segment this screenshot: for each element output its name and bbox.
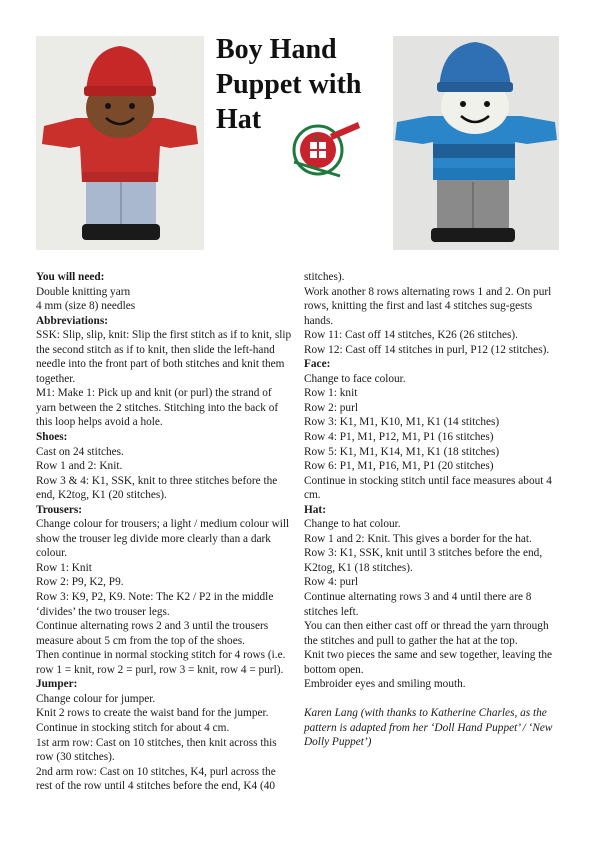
pattern-line: 4 mm (size 8) needles (36, 300, 136, 313)
pattern-line: Continue alternating rows 3 and 4 until there are 8 stitches left. (304, 591, 532, 618)
photo-blue-puppet (393, 36, 559, 250)
page-title: Boy Hand Puppet with Hat (216, 34, 362, 135)
shoes-shape (82, 224, 160, 240)
shoes-shape (431, 228, 515, 242)
pattern-line: Row 3: K1, M1, K10, M1, K1 (14 stitches) (304, 416, 500, 429)
pattern-line: stitches). (304, 271, 345, 283)
pattern-line: SSK: Slip, slip, knit: Slip the first stitch as if to knit, slip the second stitch as if to knit, then slide the left-hand needle into the front part of both stitches and knit them together. (36, 329, 292, 385)
section-heading: Jumper: (36, 678, 78, 691)
pattern-line: Row 1 and 2: Knit. This gives a border for the hat. (304, 532, 532, 545)
pattern-line: Work another 8 rows alternating rows 1 and 2. On purl rows, knitting the first and last 4 stitches sug-gests hands. (304, 285, 552, 327)
section-heading: You will need: (36, 271, 105, 283)
pattern-line: 2nd arm row: Cast on 10 stitches, K4, purl across the rest of the row until 4 stitches before the end, K4 (40 (36, 765, 276, 793)
pattern-line: Row 2: P9, K2, P9. (36, 576, 124, 589)
pattern-line: Knit two pieces the same and sew together, leaving the bottom open. (304, 649, 553, 676)
pattern-line: Row 12: Cast off 14 stitches in purl, P12 (12 stitches). (304, 343, 550, 356)
pattern-line: Then continue in normal stocking stitch for 4 rows (i.e. row 1 = knit, row 2 = purl, row 3 = knit, row 4 = purl). (36, 649, 286, 676)
section-heading: Face: (304, 358, 331, 371)
pattern-line: Row 5: K1, M1, K14, M1, K1 (18 stitches) (304, 445, 500, 458)
pattern-line: Change to face colour. (304, 372, 406, 385)
pattern-line: M1: Make 1: Pick up and knit (or purl) the strand of yarn between the 2 stitches. Stitching into the back of this loop helps avoid a hole. (36, 387, 279, 429)
pattern-line: Row 2: purl (304, 401, 358, 414)
pattern-line: Change to hat colour. (304, 518, 401, 531)
pattern-line: Continue alternating rows 2 and 3 until the trousers measure about 5 cm from the top of the shoes. (36, 620, 269, 647)
pattern-line: Row 4: purl (304, 576, 358, 589)
photo-red-puppet (36, 36, 204, 250)
section-heading: Abbreviations: (36, 314, 108, 327)
pattern-line: Row 3 & 4: K1, SSK, knit to three stitches before the end, K2tog, K1 (20 stitches). (36, 474, 278, 502)
pattern-line: 1st arm row: Cast on 10 stitches, then knit across this row (30 stitches). (36, 736, 277, 764)
pattern-line: Row 1 and 2: Knit. (36, 460, 123, 473)
red-puppet-illustration (36, 36, 204, 250)
pattern-line: You can then either cast off or thread the yarn through the stitches and pull to gather the hat at the top. (304, 620, 549, 647)
pattern-line: Cast on 24 stitches. (36, 445, 124, 458)
blue-puppet-illustration (393, 36, 559, 250)
pattern-line: Continue in stocking stitch for about 4 cm. (36, 721, 230, 734)
pattern-line: Change colour for jumper. (36, 692, 156, 705)
pattern-line: Row 11: Cast off 14 stitches, K26 (26 stitches). (304, 329, 518, 342)
pattern-column-left (36, 270, 292, 794)
pattern-line: Change colour for trousers; a light / medium colour will show the trouser leg divide more clearly than a dark colour. (36, 518, 290, 560)
pattern-line: Row 1: knit (304, 387, 358, 400)
pattern-line: Double knitting yarn (36, 285, 131, 298)
pattern-line: Row 4: P1, M1, P12, M1, P1 (16 stitches) (304, 431, 494, 444)
operation-christmas-child-logo (288, 118, 362, 180)
author-credit: Karen Lang (with thanks to Katherine Charles, as the pattern is adapted from her ‘Doll Hand Puppet’ / ‘New Dolly Puppet’) (304, 707, 553, 749)
pattern-line: Row 6: P1, M1, P16, M1, P1 (20 stitches) (304, 460, 494, 473)
pattern-line: Row 1: Knit (36, 561, 92, 574)
section-heading: Hat: (304, 503, 326, 516)
pattern-line: Knit 2 rows to create the waist band for the jumper. (36, 707, 269, 720)
pattern-column-right (304, 270, 562, 750)
pattern-line: Embroider eyes and smiling mouth. (304, 678, 466, 691)
pattern-line: Row 3: K9, P2, K9. Note: The K2 / P2 in the middle ‘divides’ the two trouser legs. (36, 591, 274, 618)
pattern-line: Continue in stocking stitch until face measures about 4 cm. (304, 474, 552, 502)
pattern-line: Row 3: K1, SSK, knit until 3 stitches before the end, K2tog, K1 (18 stitches). (304, 547, 543, 574)
section-heading: Shoes: (36, 431, 68, 444)
section-heading: Trousers: (36, 503, 83, 516)
